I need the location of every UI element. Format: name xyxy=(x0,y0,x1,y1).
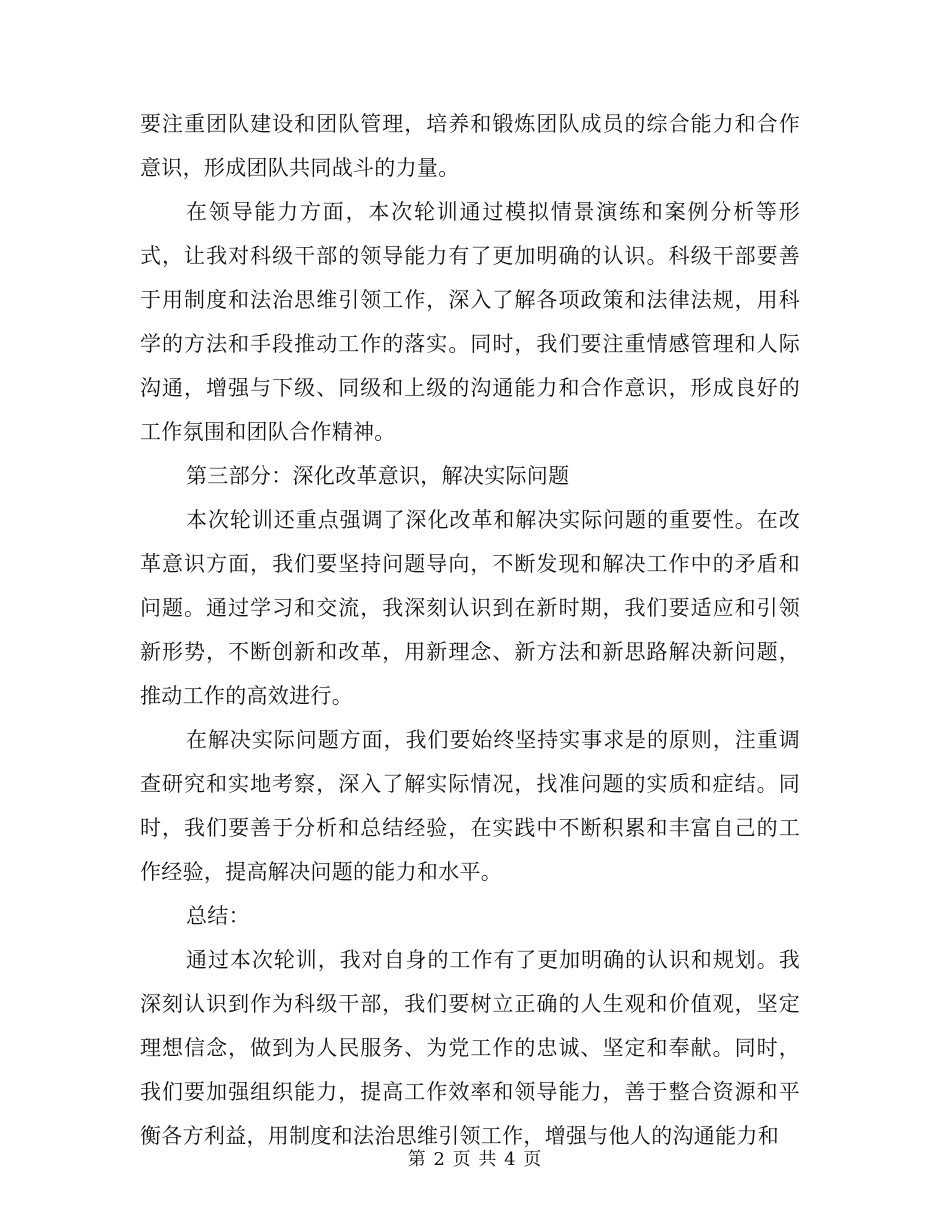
section-heading-part-three: 第三部分：深化改革意识，解决实际问题 xyxy=(186,464,570,488)
document-body xyxy=(140,102,800,1158)
paragraph-continuation: 要注重团队建设和团队管理，培养和锻炼团队成员的综合能力和合作意识，形成团队共同战斗的力量。 xyxy=(140,112,800,180)
paragraph-summary: 通过本次轮训，我对自身的工作有了更加明确的认识和规划。我深刻认识到作为科级干部，我们要树立正确的人生观和价值观，坚定理想信念，做到为人民服务、为党工作的忠诚、坚定和奉献。同时，我们要加强组织能力，提高工作效率和领导能力，善于整合资源和平衡各方利益，用制度和法治思维引领工作，增强与他人的沟通能力和 xyxy=(140,948,800,1148)
paragraph-leadership: 在领导能力方面，本次轮训通过模拟情景演练和案例分析等形式，让我对科级干部的领导能力有了更加明确的认识。科级干部要善于用制度和法治思维引领工作，深入了解各项政策和法律法规，用科学的方法和手段推动工作的落实。同时，我们要注重情感管理和人际沟通，增强与下级、同级和上级的沟通能力和合作意识，形成良好的工作氛围和团队合作精神。 xyxy=(140,200,800,444)
paragraph-problem-solving: 在解决实际问题方面，我们要始终坚持实事求是的原则，注重调查研究和实地考察，深入了解实际情况，找准问题的实质和症结。同时，我们要善于分析和总结经验，在实践中不断积累和丰富自己的工作经验，提高解决问题的能力和水平。 xyxy=(140,728,800,884)
paragraph-reform: 本次轮训还重点强调了深化改革和解决实际问题的重要性。在改革意识方面，我们要坚持问题导向，不断发现和解决工作中的矛盾和问题。通过学习和交流，我深刻认识到在新时期，我们要适应和引领新形势，不断创新和改革，用新理念、新方法和新思路解决新问题，推动工作的高效进行。 xyxy=(140,508,800,708)
page-number-footer: 第 2 页 共 4 页 xyxy=(407,1149,543,1170)
summary-heading: 总结： xyxy=(186,904,250,928)
